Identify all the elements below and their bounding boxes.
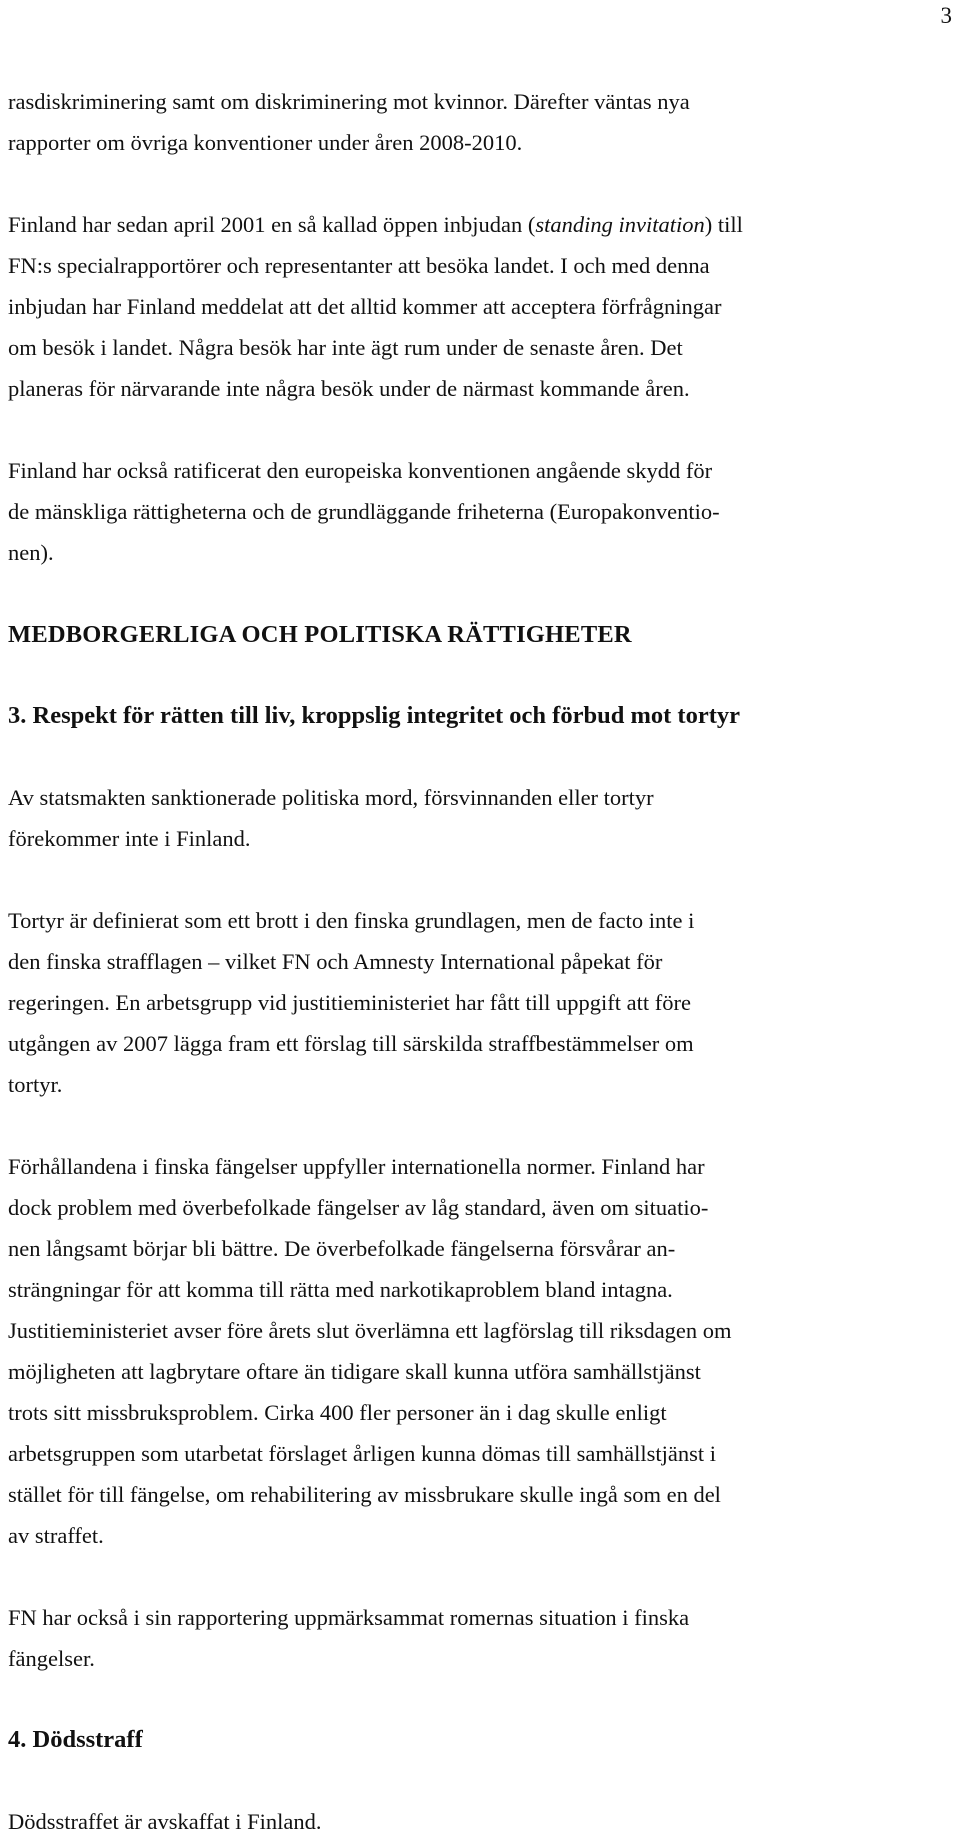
text-line: FN har också i sin rapportering uppmärksammat romernas situation i finska [8,1605,690,1630]
text-line: Dödsstraffet är avskaffat i Finland. [8,1809,322,1834]
paragraph [8,1801,938,1842]
paragraph [8,450,938,573]
text-line: tortyr. [8,1072,63,1097]
document-body [8,81,938,1842]
text-line: av straffet. [8,1523,104,1548]
paragraph [8,1597,938,1679]
text-segment: Finland har sedan april 2001 en så kallad öppen inbjudan ( [8,212,536,237]
text-line: dock problem med överbefolkade fängelser av låg standard, även om situatio- [8,1195,709,1220]
text-line: Tortyr är definierat som ett brott i den finska grundlagen, men de facto inte i [8,908,695,933]
italic-term: standing invitation [535,212,705,237]
text-line: rapporter om övriga konventioner under åren 2008-2010. [8,130,523,155]
text-line: de mänskliga rättigheterna och de grundläggande friheterna (Europakonventio- [8,499,720,524]
paragraph [8,204,938,409]
text-line: förekommer inte i Finland. [8,826,251,851]
text-line: inbjudan har Finland meddelat att det alltid kommer att acceptera förfrågningar [8,294,722,319]
text-line: Av statsmakten sanktionerade politiska mord, försvinnanden eller tortyr [8,785,654,810]
text-line: planeras för närvarande inte några besök under de närmast kommande åren. [8,376,690,401]
text-line: fängelser. [8,1646,95,1671]
text-line: arbetsgruppen som utarbetat förslaget årligen kunna dömas till samhällstjänst i [8,1441,716,1466]
text-line: regeringen. En arbetsgrupp vid justitieministeriet har fått till uppgift att före [8,990,691,1015]
paragraph [8,1146,938,1556]
subsection-heading: 4. Dödsstraff [8,1726,143,1753]
text-line: trots sitt missbruksproblem. Cirka 400 fler personer än i dag skulle enligt [8,1400,667,1425]
section-heading: MEDBORGERLIGA OCH POLITISKA RÄTTIGHETER [8,621,632,648]
paragraph [8,81,938,163]
text-line [8,204,938,245]
text-segment: ) till [704,212,743,237]
text-line: om besök i landet. Några besök har inte ägt rum under de senaste åren. Det [8,335,683,360]
text-line: utgången av 2007 lägga fram ett förslag till särskilda straffbestämmelser om [8,1031,694,1056]
text-line: Justitieministeriet avser före årets slut överlämna ett lagförslag till riksdagen om [8,1318,732,1343]
paragraph [8,900,938,1105]
text-line: Förhållandena i finska fängelser uppfyller internationella normer. Finland har [8,1154,705,1179]
text-line: möjligheten att lagbrytare oftare än tidigare skall kunna utföra samhällstjänst [8,1359,701,1384]
text-line: den finska strafflagen – vilket FN och Amnesty International påpekat för [8,949,663,974]
subsection-heading: 3. Respekt för rätten till liv, kroppslig integritet och förbud mot tortyr [8,702,740,729]
text-line: strängningar för att komma till rätta med narkotikaproblem bland intagna. [8,1277,673,1302]
text-line: FN:s specialrapportörer och representanter att besöka landet. I och med denna [8,253,710,278]
text-line: rasdiskriminering samt om diskriminering mot kvinnor. Därefter väntas nya [8,89,690,114]
text-line: stället för till fängelse, om rehabilitering av missbrukare skulle ingå som en del [8,1482,721,1507]
text-line: Finland har också ratificerat den europeiska konventionen angående skydd för [8,458,713,483]
page-number: 3 [940,3,952,28]
paragraph [8,777,938,859]
text-line: nen). [8,540,54,565]
text-line: nen långsamt börjar bli bättre. De överbefolkade fängelserna försvårar an- [8,1236,676,1261]
